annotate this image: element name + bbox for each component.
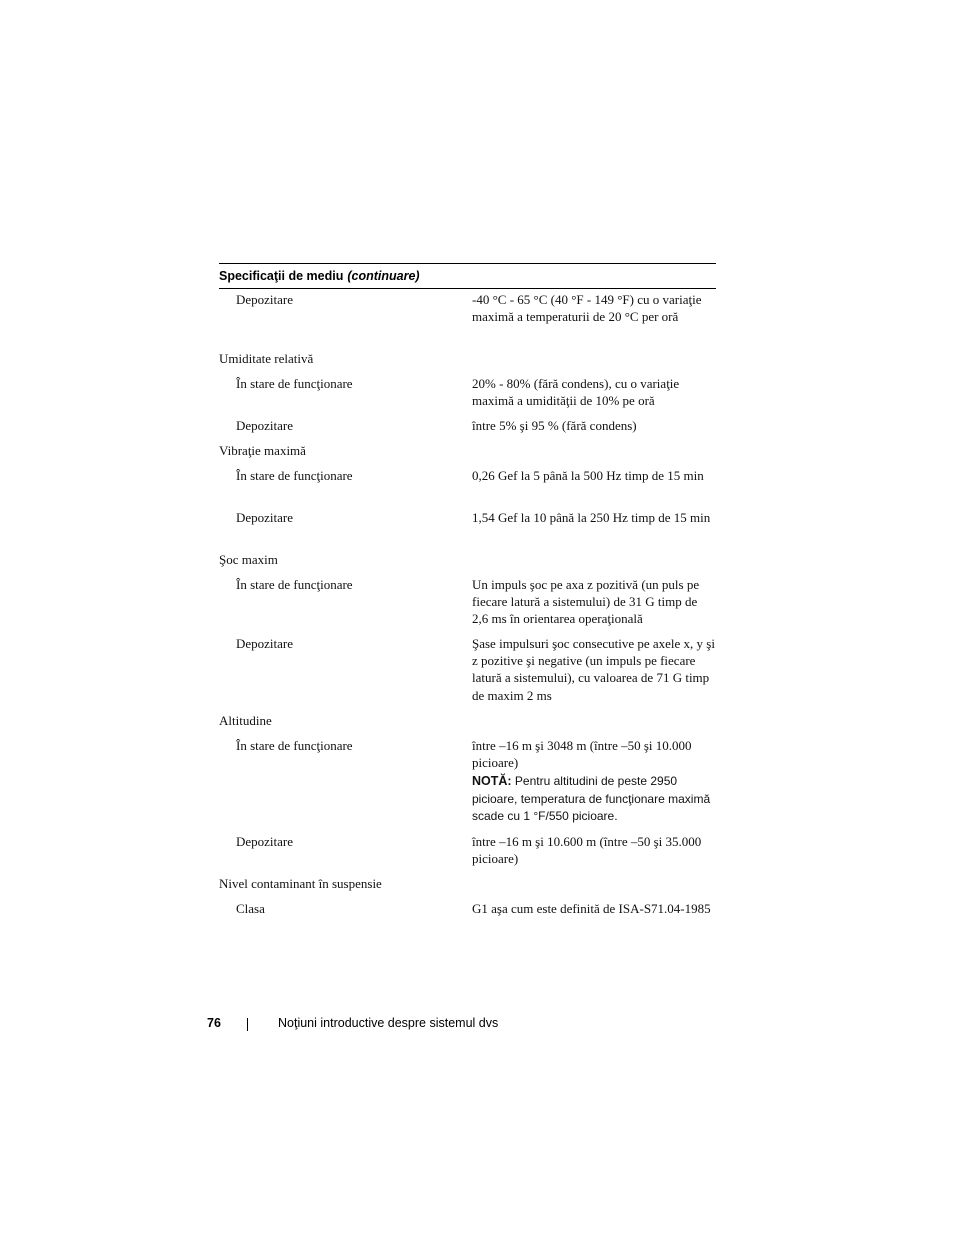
table-title-suffix: (continuare) bbox=[347, 269, 420, 283]
row-label: În stare de funcţionare bbox=[236, 738, 353, 753]
row-label: În stare de funcţionare bbox=[236, 468, 353, 483]
row-label: Depozitare bbox=[236, 510, 294, 525]
row-label: Vibraţie maximă bbox=[219, 443, 306, 458]
row-label: Depozitare bbox=[236, 636, 294, 651]
note-label: NOTĂ: bbox=[472, 774, 512, 789]
row-value: 20% - 80% (fără condens), cu o variaţie maximă a umidităţii de 10% pe oră bbox=[472, 376, 680, 409]
row-value: G1 aşa cum este definită de ISA-S71.04-1985 bbox=[472, 901, 711, 916]
footer-chapter-title: Noţiuni introductive despre sistemul dvs bbox=[278, 1016, 499, 1030]
table-header bbox=[219, 264, 716, 288]
row-value: Un impuls şoc pe axa z pozitivă (un puls pe fiecare latură a sistemului) de 31 G timp de 2,6 ms în orientarea operaţională bbox=[472, 577, 700, 627]
page-number: 76 bbox=[207, 1016, 221, 1030]
row-value: 1,54 Gef la 10 până la 250 Hz timp de 15 min bbox=[472, 510, 711, 525]
row-value-text: între –16 m şi 3048 m (între –50 şi 10.000 picioare) bbox=[472, 738, 692, 771]
row-label: Depozitare bbox=[236, 292, 294, 307]
row-value: între 5% şi 95 % (fără condens) bbox=[472, 418, 637, 433]
row-value: Şase impulsuri şoc consecutive pe axele x, y şi z pozitive şi negative (un impuls pe fiecare latură a sistemului), cu valoarea de 71 G timp de maxim 2 ms bbox=[472, 636, 715, 703]
row-label: Şoc maxim bbox=[219, 552, 278, 567]
row-label: Umiditate relativă bbox=[219, 351, 314, 366]
row-label: În stare de funcţionare bbox=[236, 577, 353, 592]
row-label: În stare de funcţionare bbox=[236, 376, 353, 391]
table-title: Specificaţii de mediu bbox=[219, 269, 344, 283]
row-label: Altitudine bbox=[219, 713, 272, 728]
row-value: 0,26 Gef la 5 până la 500 Hz timp de 15 min bbox=[472, 468, 704, 483]
row-value: între –16 m şi 10.600 m (între –50 şi 35.000 picioare) bbox=[472, 834, 702, 867]
row-label: Depozitare bbox=[236, 418, 294, 433]
footer-separator bbox=[247, 1018, 248, 1031]
table-header-rule bbox=[219, 288, 716, 289]
note-block bbox=[472, 773, 716, 825]
note-text: Pentru altitudini de peste 2950 picioare, temperatura de funcţionare maximă scade cu 1 °F/550 picioare. bbox=[472, 774, 711, 823]
row-label: Depozitare bbox=[236, 834, 294, 849]
row-value: -40 °C - 65 °C (40 °F - 149 °F) cu o variaţie maximă a temperaturii de 20 °C per oră bbox=[472, 292, 702, 325]
row-label: Nivel contaminant în suspensie bbox=[219, 876, 382, 891]
environmental-specs-table bbox=[219, 263, 716, 916]
row-value bbox=[472, 737, 716, 825]
row-label: Clasa bbox=[236, 901, 265, 916]
